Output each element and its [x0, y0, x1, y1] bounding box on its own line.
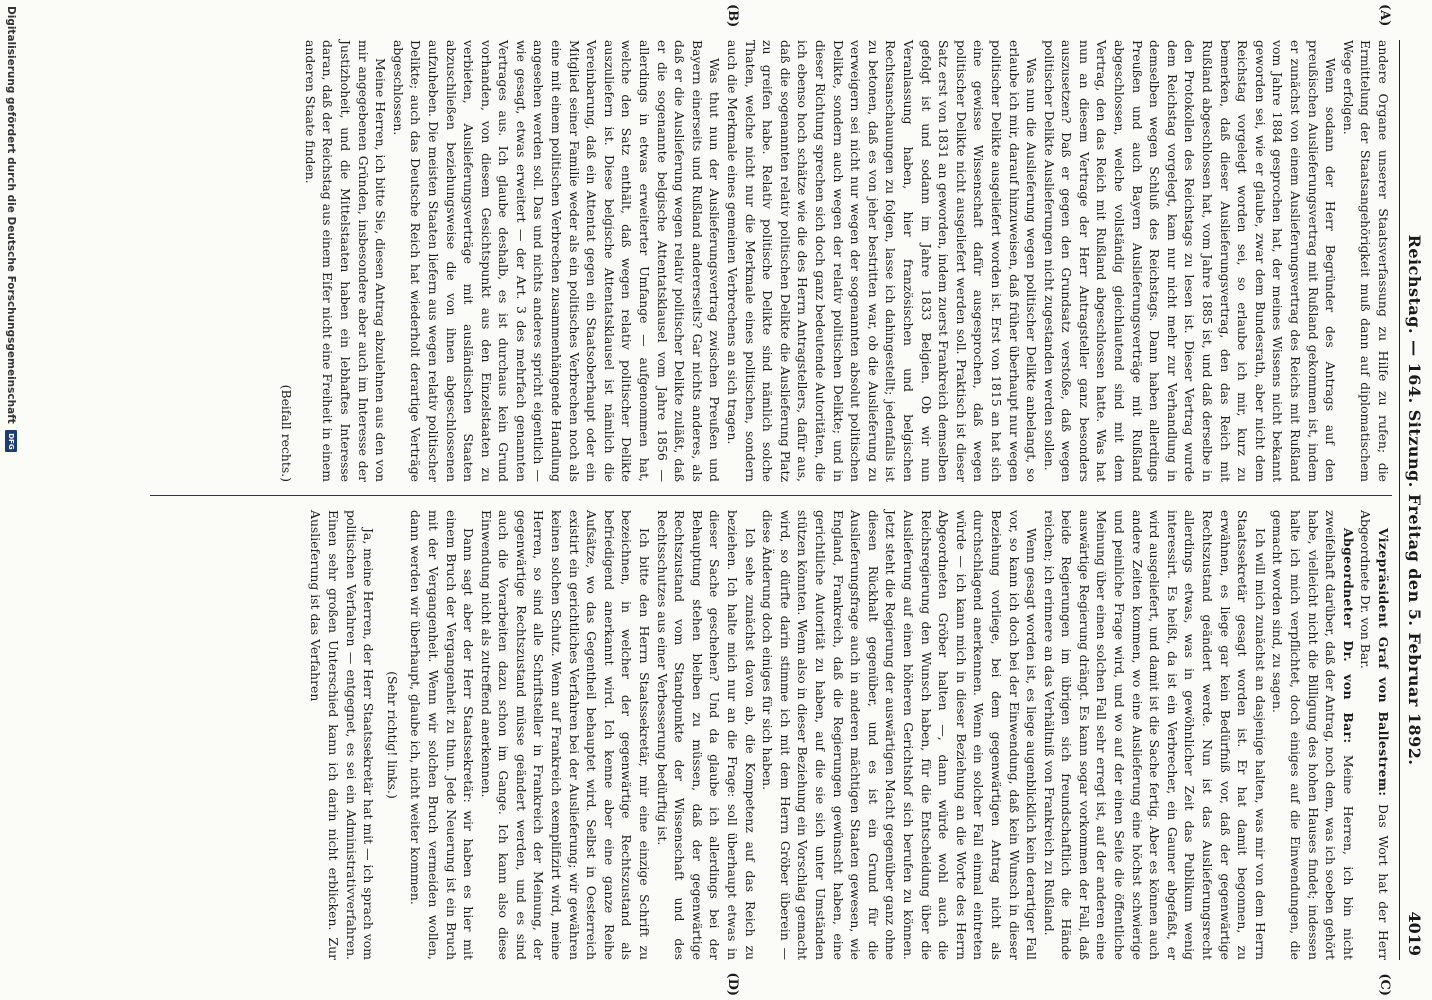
paragraph: Ich bitte den Herrn Staatssekretär, mir eine einzige Schrift zu bezeichnen, in welcher der gegenwärtige Rechtszustand als befriedigend anerkannt wird. Ich kenne aber eine ganze Reihe Aufsätze, wo das Gegentheil behauptet wird. Selbst in Oesterreich existirt ein gerichtliches Verfahren bei der Auslieferung; wir gewähren keinen solchen Schutz. Wenn auf Frankreich exemplifizirt wird, meine Herren, so sind alle Schriftsteller in Frankreich der Meinung, der gegenwärtige Rechtszustand müsse geändert werden, und es sind auch die Vorarbeiten dazu schon im Gange. Ich kann also diese Einwendung nicht als zutreffend anerkennen. — [478, 510, 653, 960]
page-header — [1399, 40, 1426, 960]
margin-mark-a: (A) — [1377, 4, 1392, 27]
margin-mark-b: (B) — [725, 4, 740, 28]
speaker-name: Abgeordneter Dr. von Bar: — [1340, 528, 1356, 744]
footer-text: Digitalisierung gefördert durch die Deutsche Forschungsgemeinschaft — [5, 6, 17, 424]
speech-text: Meine Herren, ich bin nicht zweifelhaft darüber, daß der Antrag, noch dem, was ich soeben gehört habe, vielleicht nicht die Billigung des hohen Hauses findet; indessen halte ich mich verpflichtet, doch einiges auf die Einwendungen, die gemacht worden sind, zu sagen. — [1270, 510, 1356, 960]
paragraph: Ich sehe zunächst davon ab, die Kompetenz auf das Reich zu beziehen. Ich halte mich nur an die Frage: soll überhaupt etwas in dieser Sache geschehen? Und da glaube ich allerdings bei der Behauptung stehen bleiben zu müssen, daß der gegenwärtige Rechtszustand vom Standpunkte der Wissenschaft und des Rechtsschutzes aus einer Verbesserung bedürftig ist. — [654, 510, 758, 960]
paragraph: Meine Herren, ich bitte Sie, diesen Antrag abzulehnen aus den von mir angegebenen Gründen, insbesondere aber auch im Interesse der Justizhoheit, und die Mittelstaaten haben ein lebhaftes Interesse daran, daß der Reichstag aus einem Eifer nicht eine Freiheit in einem anderen Staate finden. — [302, 40, 389, 482]
right-column — [150, 510, 1392, 960]
speaker-name: Vizepräsident Graf von Ballestrem: — [1376, 528, 1391, 797]
paragraph: Ich will mich zunächst an dasjenige halten, was mir von dem Herrn Staatssekretär gesagt worden ist. Er hat damit begonnen, zu erwähnen, es liege gar kein Bedürfniß vor, daß der gegenwärtige Rechtszustand geändert werde. Nun ist das Auslieferungsrecht allerdings etwas, was in gewöhnlicher Zeit das Publikum wenig interessirt. Es heißt, da ist ein Verbrecher, ein Gauner abgefaßt, er wird ausgeliefert, und damit ist die Sache fertig. Aber es können auch andere Zeiten kommen, wo eine Auslieferung eine höchst schwierige und peinliche Frage wird, und wo auf der einen Seite die öffentliche Meinung über einen solchen Fall sehr erregt ist, auf der anderen eine auswärtige Regierung drängt. Es kann sogar vorkommen der Fall, daß beide Regierungen im übrigen sich freundschaftlich die Hände reichen; ich erinnere an das Verhältniß von Frankreich zu Rußland. — [1041, 510, 1268, 960]
page-number: 4019 — [1405, 911, 1424, 956]
paragraph: Was nun die Auslieferung wegen politischer Delikte anbelangt, so erlaube ich mir, darauf hinzuweisen, daß früher überhaupt nur wegen politischer Delikte ausgeliefert worden ist. Erst von 1815 an hat sich eine gewisse Wissenschaft dafür ausgesprochen, daß wegen politischer Delikte nicht ausgeliefert werden soll. Praktisch ist dieser Satz erst von 1831 an geworden, indem zuerst Frankreich demselben gefolgt ist und sodann im Jahre 1833 Belgien. Ob wir nun Veranlassung haben, hier französischen und belgischen Rechtsanschauungen zu folgen, lasse ich dahingestellt; jedenfalls ist zu betonen, daß es von jeher bestritten war, ob die Auslieferung zu verweigern sei nicht nur wegen der sogenannten absolut politischen Delikte, sondern auch wegen der relativ politischen Delikte; und in dieser Richtung sprechen sich doch ganz bedeutende Autoritäten, die ich ebenso hoch schätze wie die des Herrn Antragstellers, dafür aus, daß die sogenannten relativ politischen Delikte die Auslieferung Platz zu greifen habe. Relativ politische Delikte sind nämlich solche Thaten, welche nicht nur die Merkmale eines politischen, sondern auch die Merkmale eines gemeinen Verbrechens an sich tragen. — [725, 40, 1040, 482]
speech-opening — [1269, 510, 1357, 960]
paragraph: Dann sagt aber der Herr Staatssekretär: wir haben es hier mit einem Bruch der Vergangenheit zu thun. Jede Neuerung ist ein Bruch mit der Vergangenheit. Wenn wir solchen Bruch vermeiden wollen, dann werden wir überhaupt, glaube ich, nicht weiter kommen. — [408, 510, 477, 960]
left-column — [150, 40, 1392, 482]
column-divider — [150, 495, 1392, 496]
dfg-logo-icon: DFG — [5, 430, 17, 452]
digitization-footer — [2, 0, 20, 1000]
margin-mark-d: (D) — [725, 972, 740, 996]
paragraph: Wenn sodann der Herr Begründer des Antrags auf den preußischen Auslieferungsvertrag mit Rußland gekommen ist, indem er zunächst von einem Auslieferungsvertrag des Reichs mit Rußland vom Jahre 1884 gesprochen hat, der meines Wissens nicht bekannt geworden sei, wie er glaube, zwar dem Bundesrath, aber nicht dem Reichstag vorgelegt worden sei, so erlaube ich mir, kurz zu bemerken, daß dieser Auslieferungsvertrag, den das Reich mit Rußland abgeschlossen hat, vom Jahre 1885 ist, und daß derselbe in den Protokollen des Reichstags zu lesen ist. Dieser Vertrag wurde dem Reichstag vorgelegt, kam nur nicht mehr zur Verhandlung in demselben wegen Schluß des Reichstags. Dann haben allerdings Preußen und auch Bayern Auslieferungsverträge mit Rußland abgeschlossen, welche vollständig gleichlautend sind mit dem Vertrag, den das Reich mit Rußland abgeschlossen hatte. Was hat nun an diesem Vertrage der Herr Antragsteller ganz besonders auszusetzen? Daß er gegen den Grundsatz verstoße, daß wegen politischer Delikte Auslieferungen nicht zugestanden werden sollen. — [1041, 40, 1339, 482]
paragraph: Ja, meine Herren, der Herr Staatssekretär hat mit — ich sprach vom politischen Verfahren — entgegnet, es sei ein Administrativverfahren. Einen sehr großen Unterschied kann ich darin nicht erblicken. Zur Auslieferung ist das Verfahren — [308, 510, 377, 960]
paragraph: Was thut nun der Auslieferungsvertrag zwischen Preußen und Bayern einerseits und Rußland andererseits? Gar nichts anderes, als daß er die Auslieferung wegen relativ politischer Delikte zuläßt, daß er die sogenannte belgische Attentatsklausel vom Jahre 1856 — allerdings in etwas erweiterter Umfange — aufgenommen hat, welche den Satz enthält, daß wegen relativ politischer Delikte auszuliefern ist. Diese belgische Attentatsklausel ist nämlich die Vereinbarung, daß ein Attentat gegen ein Staatsoberhaupt oder ein Mitglied seiner Familie weder als ein politisches Verbrechen noch als eine mit einem politischen Verbrechen zusammenhängende Handlung angesehen werden soll. Das und nichts anderes spricht eigentlich — wie gesagt, etwas erweitert — der Art. 3 des mehrfach genannten Vertrages aus. Ich glaube deshalb, es ist durchaus kein Grund vorhanden, von diesem Gesichtspunkt aus den Einzelstaaten zu verbieten, Auslieferungsverträge mit ausländischen Staaten abzuschließen beziehungsweise die von ihnen abgeschlossenen aufzuheben. Die meisten Staaten liefern aus wegen relativ politischer Delikte; auch das Deutsche Reich hat wiederholt derartige Verträge abgeschlossen. — [390, 40, 723, 482]
speaker-text: Das Wort hat der Herr Abgeordnete Dr. von Bar. — [1358, 510, 1391, 960]
header-title: Reichstag. — 164. Sitzung. Freitag den 5. Februar 1892. — [1405, 234, 1424, 766]
speaker-intro — [1357, 510, 1392, 960]
interjection: (Sehr richtig! links.) — [384, 671, 400, 799]
paragraph: andere Organe unserer Staatsverfassung zu Hilfe zu rufen; die Ermittelung der Staatsangehörigkeit muß dann auf diplomatischem Wege erfolgen. — [1340, 40, 1391, 482]
paragraph: Wenn gesagt worden ist, es liege augenblicklich kein derartiger Fall vor, so kann ich doch bei der Einwendung, daß kein Wunsch in dieser Beziehung vorliege, bei dem gegenwärtigen Antrag nicht als durchschlagend anerkennen. Wenn ein solcher Fall einmal eintreten würde — ich kann mich in dieser Beziehung an die Worte des Herrn Abgeordneten Gröber halten —, dann würde wohl auch die Reichsregierung den Wunsch haben, für die Entscheidung über die Auslieferung auf einen höheren Gerichtshof sich berufen zu können. Jetzt steht die Regierung der auswärtigen Macht gegenüber ganz ohne diesen Rückhalt gegenüber, und es ist ein Grund für die Auslieferungsfrage auch in anderen mächtigen Staaten gewesen, wie England, Frankreich, daß die Regierungen gewünscht haben, eine gerichtliche Autorität zu haben, auf die sie sich unter Umständen stützen könnten. Wenn also in dieser Beziehung ein Vorschlag gemacht wird, so dürfte darin stimme ich mit dem Herrn Gröber überein — diese Änderung doch einiges für sich haben. — [760, 510, 1040, 960]
applause-note: (Beifall rechts.) — [279, 384, 295, 482]
margin-mark-c: (C) — [1377, 973, 1392, 996]
